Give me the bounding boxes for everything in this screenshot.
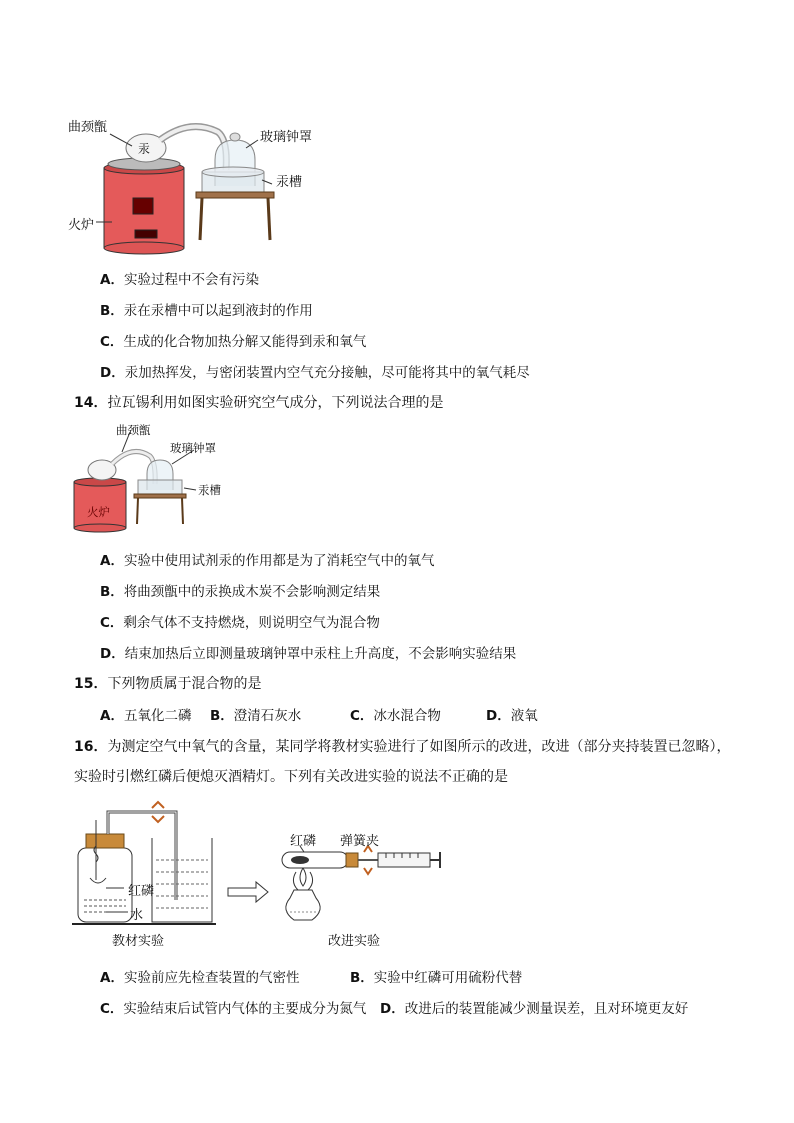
label-furnace: 火炉 bbox=[68, 218, 95, 233]
q15-option-d: D．液氧 bbox=[486, 708, 538, 724]
label-red-phosphorus-right: 红磷 bbox=[290, 834, 317, 849]
q16-stem-line1: 16．为测定空气中氧气的含量，某同学将教材实验进行了如图所示的改进，改进（部分夹持装置已忽略）， bbox=[74, 739, 731, 755]
label-mercury: 汞 bbox=[138, 142, 151, 156]
label-retort: 曲颈甑 bbox=[68, 120, 108, 135]
q14-option-c: C．剩余气体不支持燃烧，则说明空气为混合物 bbox=[100, 615, 380, 631]
label-bell-jar: 玻璃钟罩 bbox=[260, 130, 313, 145]
q16-option-d: D．改进后的装置能减少测量误差，且对环境更友好 bbox=[380, 1001, 689, 1017]
q15-option-a: A．五氧化二磷 bbox=[100, 708, 192, 724]
q14-option-d: D．结束加热后立即测量玻璃钟罩中汞柱上升高度，不会影响实验结果 bbox=[100, 646, 517, 662]
q15-option-c: C．冰水混合物 bbox=[350, 708, 441, 724]
label-furnace-small: 火炉 bbox=[87, 505, 110, 519]
q15-stem: 15．下列物质属于混合物的是 bbox=[74, 676, 262, 692]
q14-stem: 14．拉瓦锡利用如图实验研究空气成分，下列说法合理的是 bbox=[74, 395, 444, 411]
caption-improved-experiment: 改进实验 bbox=[328, 934, 381, 949]
label-retort-small: 曲颈甑 bbox=[116, 423, 151, 437]
q15-option-b: B．澄清石灰水 bbox=[210, 708, 302, 724]
q13-option-d: D．汞加热挥发，与密闭装置内空气充分接触，尽可能将其中的氧气耗尽 bbox=[100, 365, 530, 381]
q13-option-b: B．汞在汞槽中可以起到液封的作用 bbox=[100, 303, 313, 319]
label-trough-small: 汞槽 bbox=[198, 483, 221, 497]
caption-textbook-experiment: 教材实验 bbox=[112, 934, 165, 949]
q14-option-b: B．将曲颈甑中的汞换成木炭不会影响测定结果 bbox=[100, 584, 381, 600]
label-spring-clamp: 弹簧夹 bbox=[340, 834, 380, 849]
label-trough: 汞槽 bbox=[276, 175, 303, 190]
label-bell-jar-small: 玻璃钟罩 bbox=[170, 441, 216, 455]
q16-stem-line2: 实验时引燃红磷后便熄灭酒精灯。下列有关改进实验的说法不正确的是 bbox=[74, 769, 508, 785]
q13-option-a: A．实验过程中不会有污染 bbox=[100, 272, 259, 288]
q16-option-a: A．实验前应先检查装置的气密性 bbox=[100, 970, 300, 986]
q14-option-a: A．实验中使用试剂汞的作用都是为了消耗空气中的氧气 bbox=[100, 553, 435, 569]
label-water: 水 bbox=[130, 908, 144, 923]
q13-option-c: C．生成的化合物加热分解又能得到汞和氧气 bbox=[100, 334, 367, 350]
label-red-phosphorus-left: 红磷 bbox=[128, 884, 155, 899]
q16-option-b: B．实验中红磷可用硫粉代替 bbox=[350, 970, 523, 986]
q16-option-c: C．实验结束后试管内气体的主要成分为氮气 bbox=[100, 1001, 367, 1017]
